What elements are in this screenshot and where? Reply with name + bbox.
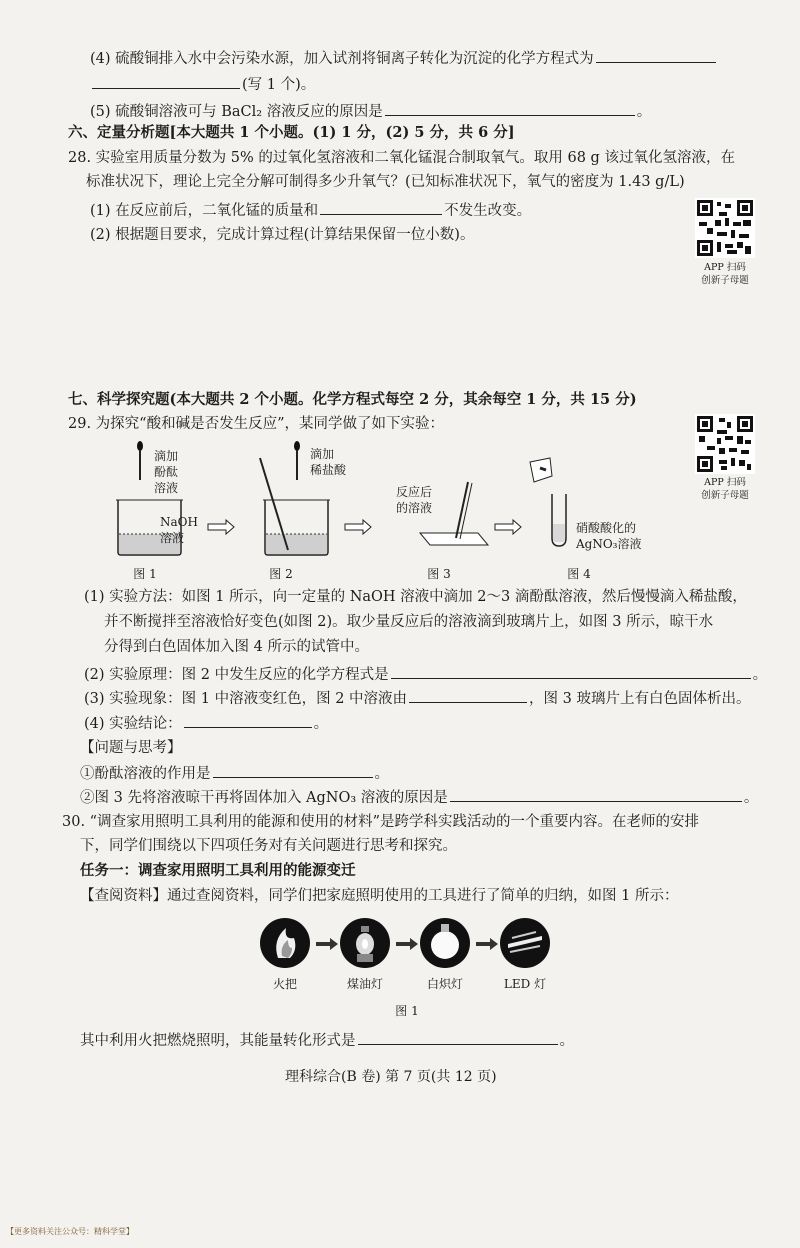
answer-blank[interactable] <box>596 48 716 63</box>
kerosene-lamp-icon <box>340 918 390 968</box>
arrow-right-icon <box>316 938 338 950</box>
fig3-caption: 图 3 <box>427 567 451 581</box>
experiment-diagram <box>100 440 660 580</box>
fig4-caption: 图 4 <box>567 567 591 581</box>
answer-blank[interactable] <box>391 664 751 679</box>
led-lamp-icon <box>500 918 550 968</box>
torch-image <box>260 918 310 968</box>
q28-part1: (1) 在反应前后，二氧化锰的质量和 不发生改变。 <box>90 200 531 221</box>
q27-part5: (5) 硫酸铜溶液可与 BaCl₂ 溶液反应的原因是 。 <box>90 101 651 122</box>
answer-blank[interactable] <box>92 74 240 89</box>
answer-blank[interactable] <box>450 787 742 802</box>
answer-blank[interactable] <box>409 688 527 703</box>
q30-stem-2: 下，同学们围绕以下四项任务对有关问题进行思考和探究。 <box>80 838 457 854</box>
fig2-caption: 图 2 <box>269 567 293 581</box>
incandescent-bulb-image <box>420 918 470 968</box>
lightbulb-icon <box>420 918 470 968</box>
answer-blank[interactable] <box>385 101 635 116</box>
lamp-label: 火把 <box>272 977 297 991</box>
answer-blank[interactable] <box>213 763 373 778</box>
fig1-naoh-label: NaOH 溶液 <box>160 515 198 545</box>
q28-stem-1: 28. 实验室用质量分数为 5% 的过氧化氢溶液和二氧化锰混合制取氧气。取用 68 g 该过氧化氢溶液，在 <box>68 150 735 166</box>
qr-caption: APP 扫码 创新子母题 <box>701 477 749 501</box>
q30-stem-1: 30. “调查家用照明工具利用的能源和使用的材料”是跨学科实践活动的一个重要内容。在老师的安排 <box>62 814 699 830</box>
torch-icon <box>260 918 310 968</box>
fig1-dropper-label: 滴加 酚酞 溶液 <box>154 449 179 495</box>
section-6-title: 六、定量分析题[本大题共 1 个小题。(1) 1 分，(2) 5 分，共 6 分] <box>68 124 515 141</box>
q27-part4: (4) 硫酸铜排入水中会污染水源，加入试剂将铜离子转化为沉淀的化学方程式为 <box>90 48 718 69</box>
q29-method-3: 分得到白色固体加入图 4 所示的试管中。 <box>104 639 369 655</box>
q29-phenomenon: (3) 实验现象：图 1 中溶液变红色，图 2 中溶液由 ，图 3 玻璃片上有白色固体析出。 <box>84 688 751 709</box>
watermark-text: 【更多资料关注公众号：精科学堂】 <box>6 1227 134 1236</box>
q29-think-1: ①酚酞溶液的作用是 。 <box>80 763 389 784</box>
q29-conclusion: (4) 实验结论： 。 <box>84 713 328 734</box>
answer-blank[interactable] <box>184 713 312 728</box>
lamp-label: LED 灯 <box>503 977 547 991</box>
fig4-label: 硝酸酸化的 AgNO₃溶液 <box>576 521 642 551</box>
arrow-right-icon <box>396 938 418 950</box>
fig3-label: 反应后 的溶液 <box>396 485 433 515</box>
section-7-title: 七、科学探究题(本大题共 2 个小题。化学方程式每空 2 分，其余每空 1 分，共 15 分) <box>68 391 637 408</box>
q30-task1: 任务一：调查家用照明工具利用的能源变迁 <box>80 862 356 879</box>
fig1-caption: 图 1 <box>133 567 157 581</box>
q29-method-1: (1) 实验方法：如图 1 所示，向一定量的 NaOH 溶液中滴加 2～3 滴酚酞溶液，然后慢慢滴入稀盐酸， <box>84 589 747 605</box>
page-footer: 理科综合(B 卷) 第 7 页(共 12 页) <box>285 1069 497 1085</box>
q28-part2: (2) 根据题目要求，完成计算过程(计算结果保留一位小数)。 <box>90 227 475 243</box>
q29-principle: (2) 实验原理：图 2 中发生反应的化学方程式是 。 <box>84 664 767 685</box>
q30-fig-caption: 图 1 <box>395 1004 419 1018</box>
lamp-label: 煤油灯 <box>346 977 383 991</box>
qr-code-icon[interactable] <box>695 198 755 258</box>
kerosene-lamp-image <box>340 918 390 968</box>
answer-blank[interactable] <box>358 1030 558 1045</box>
q29-intro: 29. 为探究“酸和碱是否发生反应”，某同学做了如下实验： <box>68 416 444 432</box>
q29-method-2: 并不断搅拌至溶液恰好变色(如图 2)。取少量反应后的溶液滴到玻璃片上，如图 3 所示，晾干水 <box>104 614 714 630</box>
q28-stem-2: 标准状况下，理论上完全分解可制得多少升氧气？(已知标准状况下，氧气的密度为 1.43 g/L) <box>86 174 685 190</box>
lamp-label: 白炽灯 <box>426 977 463 991</box>
answer-blank[interactable] <box>320 200 442 215</box>
q30-energy-question: 其中利用火把燃烧照明，其能量转化形式是 。 <box>80 1030 574 1051</box>
fig2-dropper-label: 滴加 稀盐酸 <box>310 447 347 477</box>
arrow-right-icon <box>476 938 498 950</box>
q29-think-title: 【问题与思考】 <box>80 740 182 756</box>
qr-caption: APP 扫码 创新子母题 <box>701 262 749 286</box>
q27-part4-cont: (写 1 个)。 <box>90 74 315 95</box>
led-lamp-image <box>500 918 550 968</box>
q30-ref: 【查阅资料】通过查阅资料，同学们把家庭照明使用的工具进行了简单的归纳，如图 1 所示： <box>80 888 679 904</box>
qr-code-icon[interactable] <box>695 414 755 474</box>
q29-experiment-figure <box>100 440 660 580</box>
q29-think-2: ②图 3 先将溶液晾干再将固体加入 AgNO₃ 溶液的原因是 。 <box>80 787 758 808</box>
